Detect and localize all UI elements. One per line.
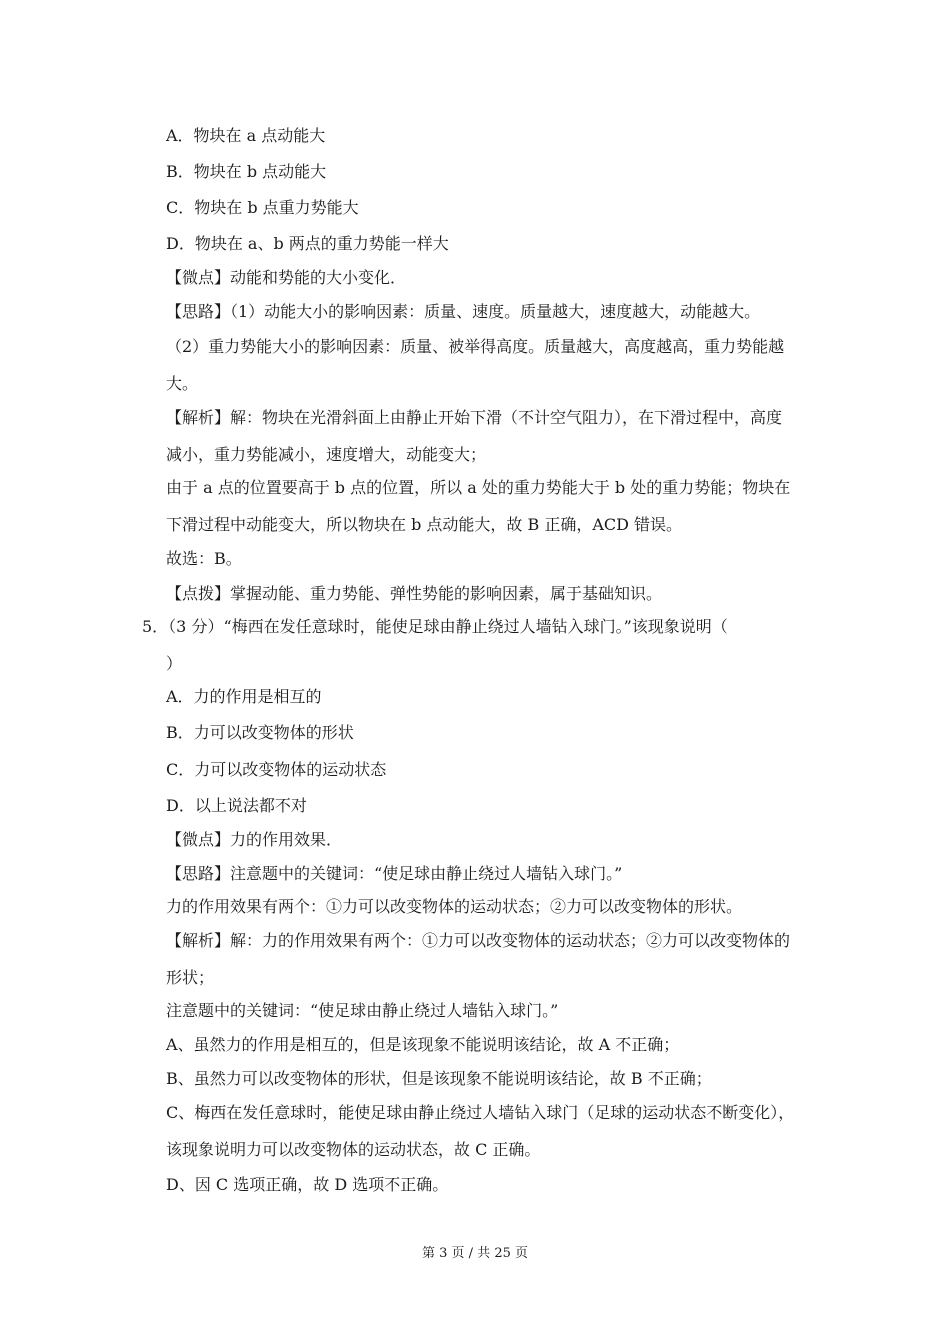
question-stem: 5．（3 分）“梅西在发任意球时，能使足球由静止绕过人墙钻入球门。”该现象说明（ xyxy=(142,617,728,636)
weidian-text: 【微点】动能和势能的大小变化． xyxy=(166,268,407,287)
option-a: A．力的作用是相互的 xyxy=(166,687,322,706)
dianbo-text: 【点拨】掌握动能、重力势能、弹性势能的影响因素，属于基础知识。 xyxy=(166,584,663,603)
jiexi-text: 下滑过程中动能变大，所以物块在 b 点动能大，故 B 正确，ACD 错误。 xyxy=(166,515,683,534)
silu-text: 【思路】（1）动能大小的影响因素：质量、速度。质量越大，速度越大，动能越大。 xyxy=(166,302,761,321)
jiexi-text: D、因 C 选项正确，故 D 选项不正确。 xyxy=(166,1175,449,1194)
jiexi-text: B、虽然力可以改变物体的形状，但是该现象不能说明该结论，故 B 不正确； xyxy=(166,1069,712,1088)
option-b: B．物块在 b 点动能大 xyxy=(166,162,327,181)
answer-text: 故选：B。 xyxy=(166,549,242,568)
silu-text: 力的作用效果有两个：①力可以改变物体的运动状态；②力可以改变物体的形状。 xyxy=(166,897,743,916)
silu-text: （2）重力势能大小的影响因素：质量、被举得高度。质量越大，高度越高，重力势能越 xyxy=(166,337,785,356)
jiexi-text: 减小，重力势能减小，速度增大，动能变大； xyxy=(166,445,487,464)
option-a: A．物块在 a 点动能大 xyxy=(166,126,326,145)
option-d: D．以上说法都不对 xyxy=(166,796,307,815)
jiexi-text: 形状； xyxy=(166,968,215,987)
option-c: C．物块在 b 点重力势能大 xyxy=(166,198,359,217)
option-d: D．物块在 a、b 两点的重力势能一样大 xyxy=(166,234,449,253)
silu-text: 大。 xyxy=(166,374,199,393)
jiexi-text: 注意题中的关键词：“使足球由静止绕过人墙钻入球门。” xyxy=(166,1001,559,1020)
page-footer: 第 3 页 / 共 25 页 xyxy=(422,1246,528,1261)
jiexi-text: 【解析】解：物块在光滑斜面上由静止开始下滑（不计空气阻力），在下滑过程中，高度 xyxy=(166,408,783,427)
jiexi-text: 【解析】解：力的作用效果有两个：①力可以改变物体的运动状态；②力可以改变物体的 xyxy=(166,931,791,950)
jiexi-text: 该现象说明力可以改变物体的运动状态，故 C 正确。 xyxy=(166,1140,541,1159)
jiexi-text: C、梅西在发任意球时，能使足球由静止绕过人墙钻入球门（足球的运动状态不断变化）， xyxy=(166,1103,795,1122)
option-c: C．力可以改变物体的运动状态 xyxy=(166,760,387,779)
jiexi-text: 由于 a 点的位置要高于 b 点的位置，所以 a 处的重力势能大于 b 处的重力势能；物块在 xyxy=(166,478,791,497)
option-b: B．力可以改变物体的形状 xyxy=(166,723,354,742)
silu-text: 【思路】注意题中的关键词：“使足球由静止绕过人墙钻入球门。” xyxy=(166,864,623,883)
question-stem: ） xyxy=(166,654,183,673)
weidian-text: 【微点】力的作用效果． xyxy=(166,830,343,849)
jiexi-text: A、虽然力的作用是相互的，但是该现象不能说明该结论，故 A 不正确； xyxy=(166,1035,680,1054)
